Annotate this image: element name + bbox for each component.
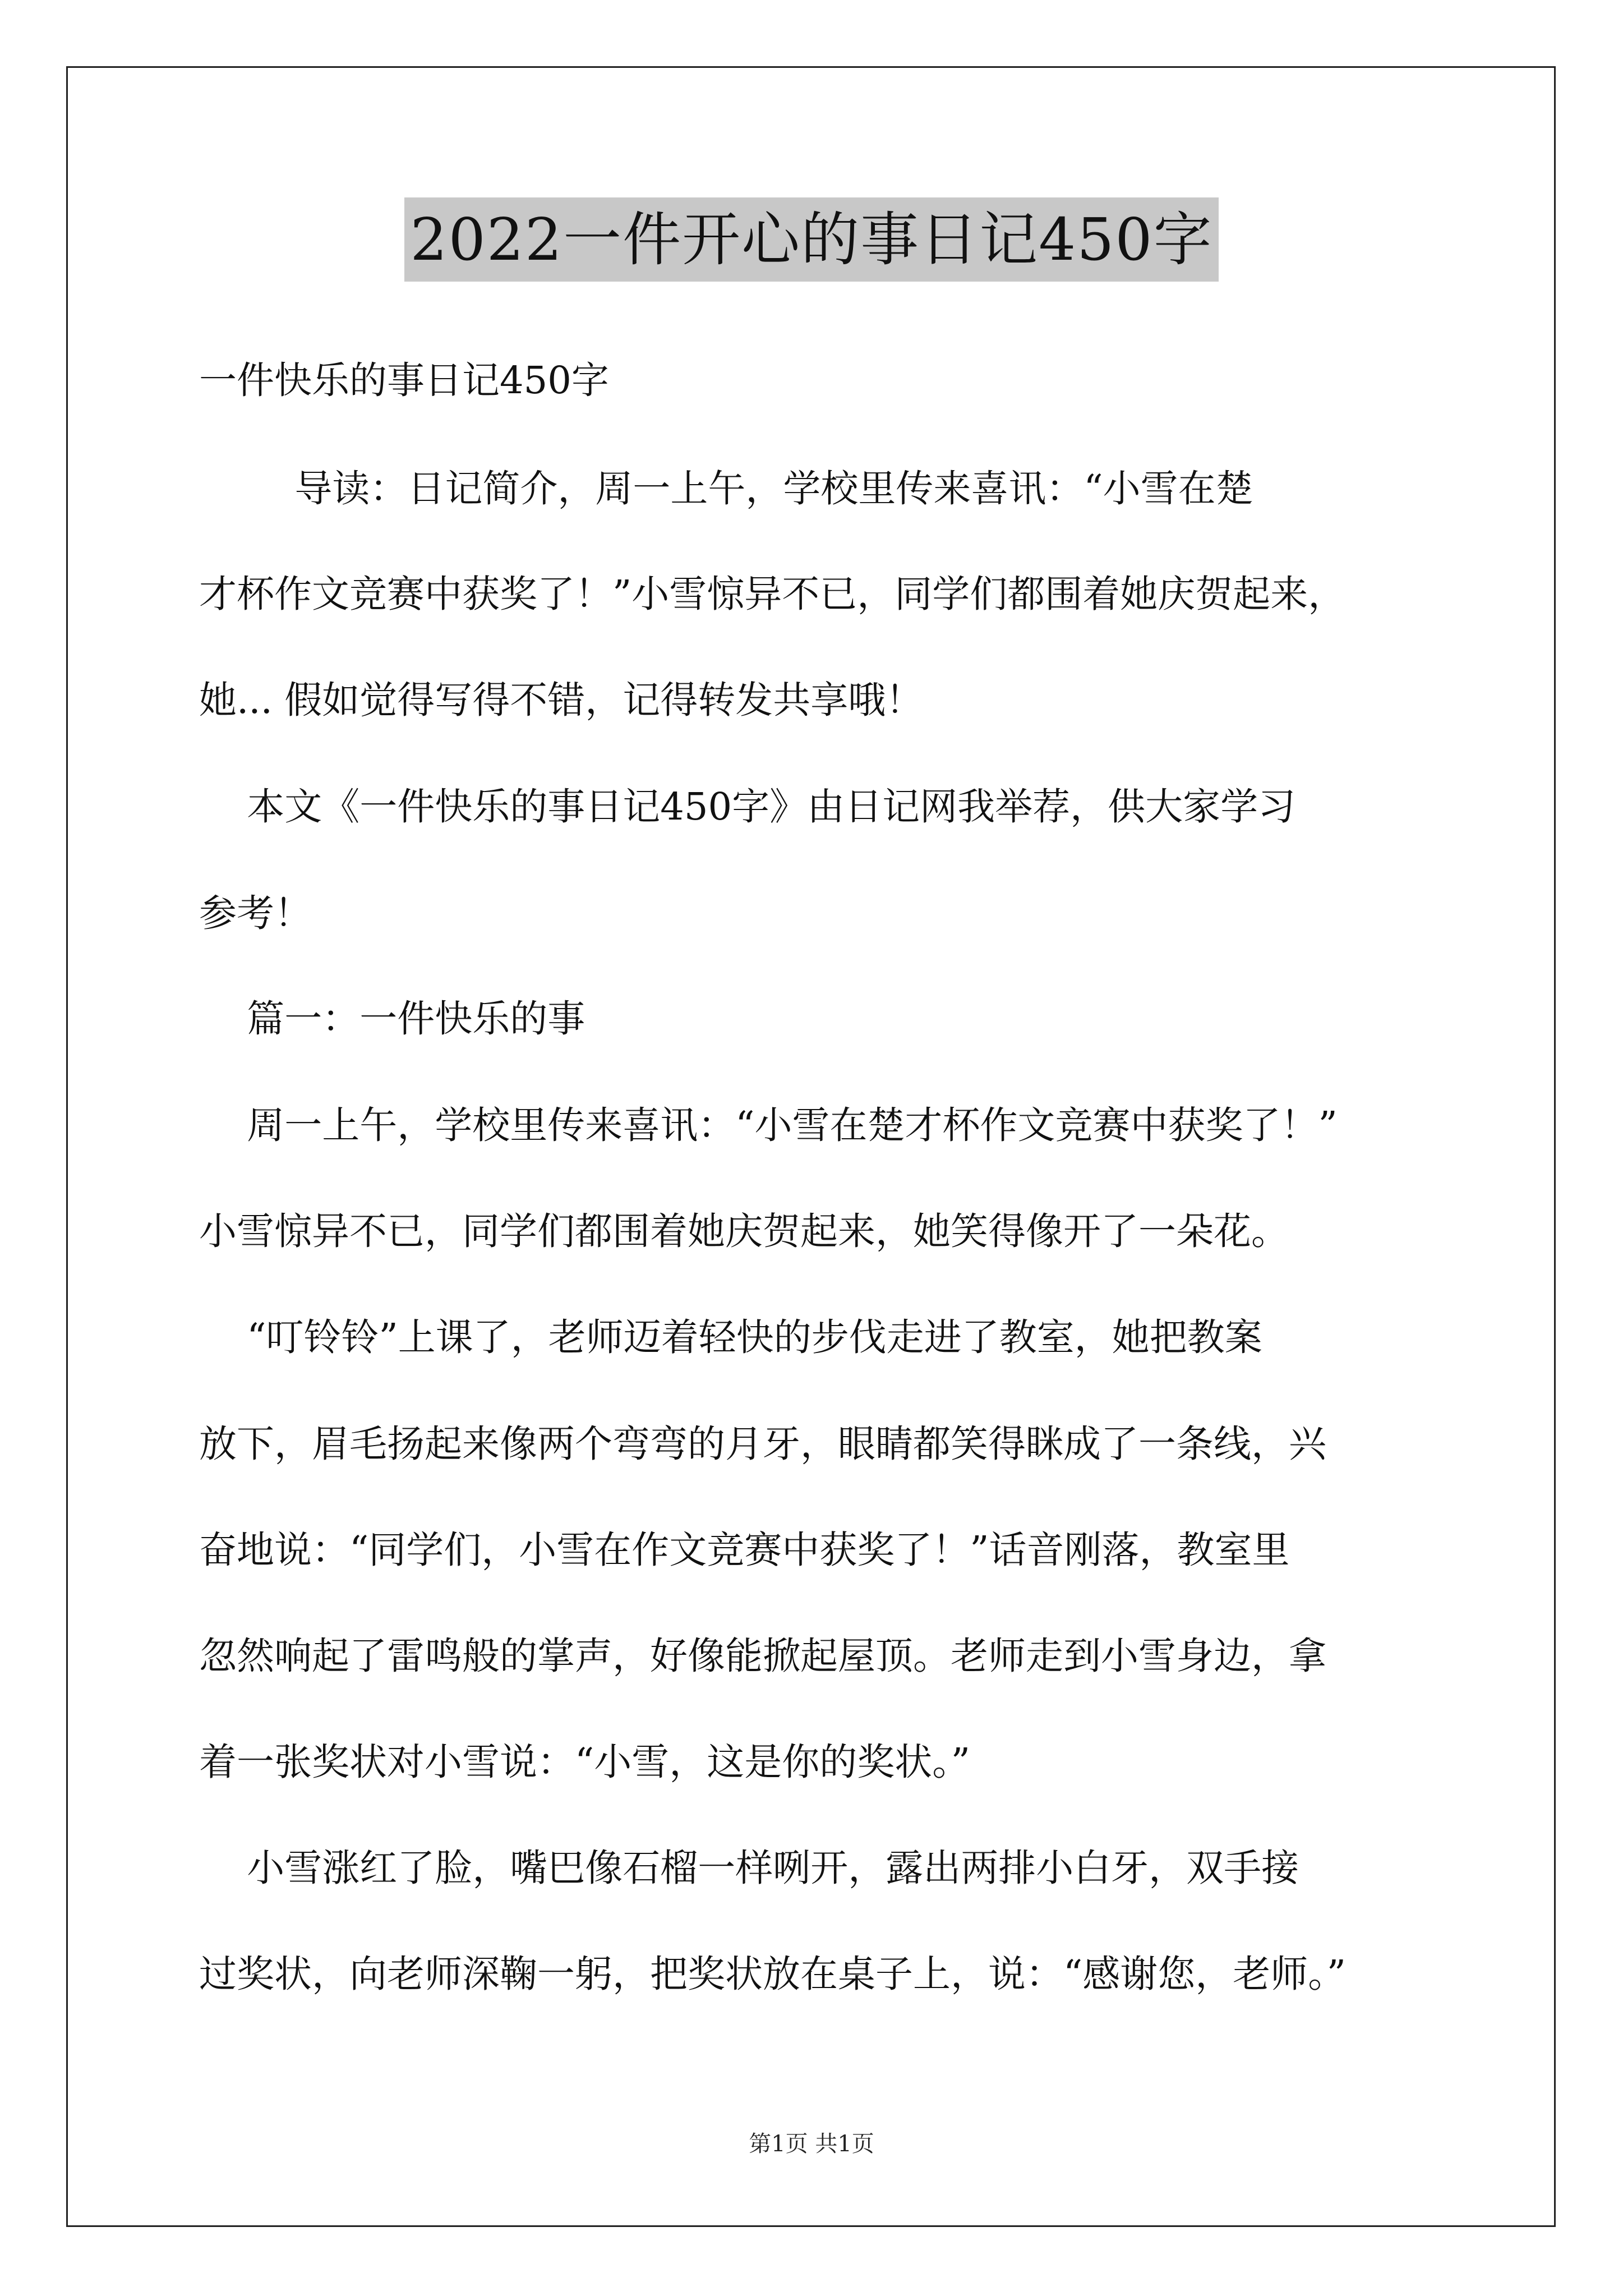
page-footer: 第1页 共1页 <box>749 2131 874 2157</box>
body-line: 一件快乐的事日记450字 <box>199 358 609 402</box>
body-line: 导读：日记简介，周一上午，学校里传来喜讯：“小雪在楚 <box>199 467 1253 510</box>
body-line: 小雪惊异不已，同学们都围着她庆贺起来，她笑得像开了一朵花。 <box>199 1209 1289 1253</box>
body-line: 才杯作文竞赛中获奖了！”小雪惊异不已，同学们都围着她庆贺起来， <box>199 572 1346 616</box>
body-line: 周一上午，学校里传来喜讯：“小雪在楚才杯作文竞赛中获奖了！” <box>199 1103 1338 1147</box>
body-line: 过奖状，向老师深鞠一躬，把奖状放在桌子上，说：“感谢您，老师。” <box>199 1952 1347 1996</box>
section-heading: 篇一：一件快乐的事 <box>199 997 585 1041</box>
body-line: 忽然响起了雷鸣般的掌声，好像能掀起屋顶。老师走到小雪身边，拿 <box>199 1634 1326 1678</box>
body-line: “叮铃铃”上课了，老师迈着轻快的步伐走进了教室，她把教案 <box>199 1315 1262 1359</box>
body-line: 小雪涨红了脸，嘴巴像石榴一样咧开，露出两排小白牙，双手接 <box>199 1846 1299 1890</box>
body-line: 她... 假如觉得写得不错，记得转发共享哦！ <box>199 678 924 722</box>
title-container <box>0 197 1623 282</box>
body-line: 着一张奖状对小雪说：“小雪，这是你的奖状。” <box>199 1740 971 1784</box>
body-line: 奋地说：“同学们，小雪在作文竞赛中获奖了！”话音刚落，教室里 <box>199 1528 1290 1572</box>
body-line: 放下，眉毛扬起来像两个弯弯的月牙，眼睛都笑得眯成了一条线，兴 <box>199 1422 1326 1466</box>
document-title: 2022一件开心的事日记450字 <box>404 197 1218 282</box>
body-line: 本文《一件快乐的事日记450字》由日记网我举荐，供大家学习 <box>199 785 1296 829</box>
body-line: 参考！ <box>199 891 312 935</box>
